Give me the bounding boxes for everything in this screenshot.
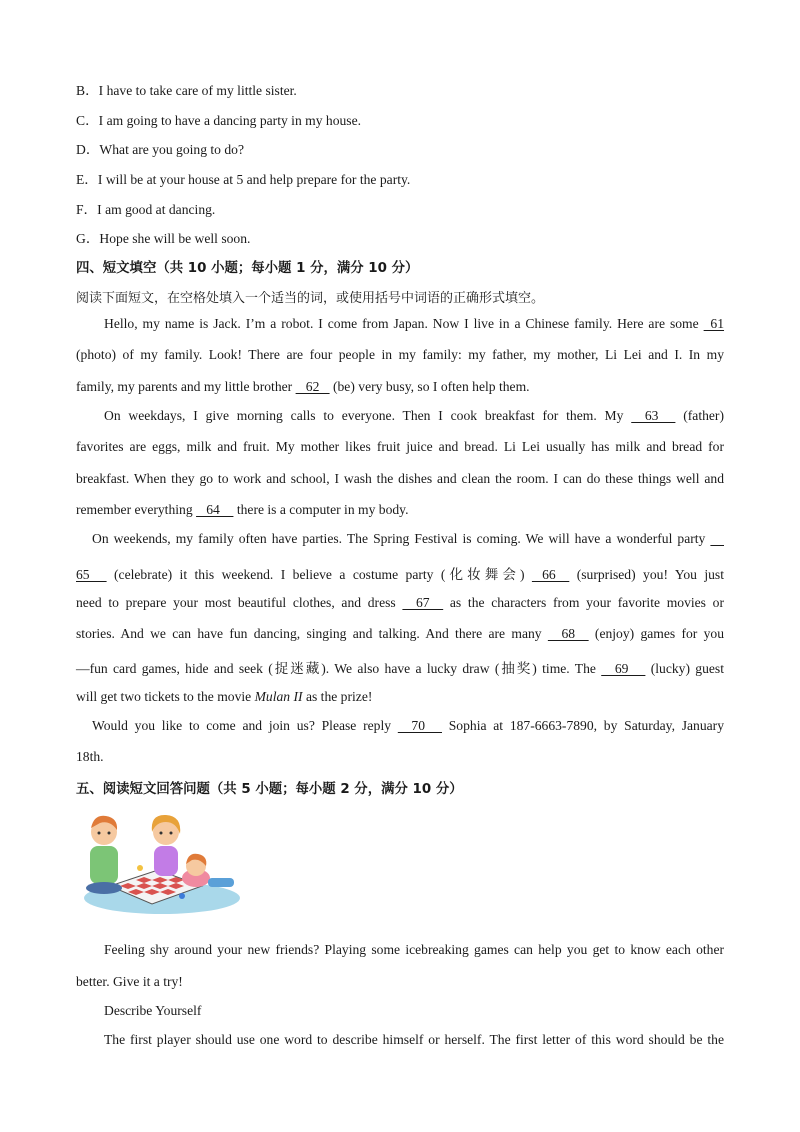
blank-61[interactable]: 61 xyxy=(703,316,725,331)
p1-line3: family, my parents and my little brother 62 (be) very busy, so I often help them. xyxy=(76,379,530,394)
option-b: B．I have to take care of my little sister. xyxy=(76,83,297,98)
s5-p1-line2: better. Give it a try! xyxy=(76,974,183,989)
blank-67[interactable]: 67 xyxy=(402,595,444,610)
blank-65[interactable]: 65 xyxy=(76,567,107,582)
option-f: F．I am good at dancing. xyxy=(76,202,216,217)
children-playing-illustration xyxy=(80,806,240,916)
p1-line1: Hello, my name is Jack. I’m a robot. I come from Japan. Now I live in a Chinese family. Here are some 61 xyxy=(104,316,725,331)
s5-p1-line1: Feeling shy around your new friends? Playing some icebreaking games can help you get to know each other xyxy=(104,942,724,957)
p4-line1: Would you like to come and join us? Please reply 70 Sophia at 187-6663-7890, by Saturday, January xyxy=(92,718,725,733)
blank-69[interactable]: 69 xyxy=(601,661,646,676)
p3-line6: will get two tickets to the movie Mulan II as the prize! xyxy=(76,689,373,704)
p3-line2: 65 (celebrate) it this weekend. I believe a costume party (化妆舞会) 66 (surprised) you! You just xyxy=(76,567,725,582)
section4-instruction: 阅读下面短文，在空格处填入一个适当的词，或使用括号中词语的正确形式填空。 xyxy=(76,291,545,306)
p2-line3: breakfast. When they go to work and school, I wash the dishes and clean the room. I can do these things well and xyxy=(76,471,724,486)
blank-66[interactable]: 66 xyxy=(531,567,570,582)
p4-line2: 18th. xyxy=(76,749,104,764)
p3-line4: stories. And we can have fun dancing, singing and talking. And there are many 68 (enjoy) games for you xyxy=(76,626,724,641)
option-g: G．Hope she will be well soon. xyxy=(76,231,251,246)
s5-subtitle: Describe Yourself xyxy=(104,1003,202,1018)
option-d: D．What are you going to do? xyxy=(76,142,244,157)
p2-line4: remember everything 64 there is a computer in my body. xyxy=(76,502,409,517)
p3-line3: need to prepare your most beautiful clothes, and dress 67 as the characters from your favorite movies or xyxy=(76,595,724,610)
movie-title: Mulan II xyxy=(254,689,303,704)
p2-line1: On weekdays, I give morning calls to everyone. Then I cook breakfast for them. My 63 (father) xyxy=(104,408,724,423)
p2-line2: favorites are eggs, milk and fruit. My mother likes fruit juice and bread. Li Lei usually has milk and bread for xyxy=(76,439,724,454)
p3-line5: —fun card games, hide and seek (捉迷藏). We also have a lucky draw (抽奖) time. The 69 (lucky) guest xyxy=(76,661,724,676)
section5-heading: 五、阅读短文回答问题（共 5 小题；每小题 2 分，满分 10 分） xyxy=(76,782,463,797)
p3-line1: On weekends, my family often have parties. The Spring Festival is coming. We will have a wonderful party xyxy=(92,531,724,547)
p1-line2: (photo) of my family. Look! There are four people in my family: my father, my mother, Li Lei and I. In my xyxy=(76,347,724,362)
blank-64[interactable]: 64 xyxy=(196,502,234,517)
blank-62[interactable]: 62 xyxy=(295,379,330,394)
blank-65-start[interactable] xyxy=(710,531,724,547)
blank-70[interactable]: 70 xyxy=(397,718,442,733)
section4-heading: 四、短文填空（共 10 小题；每小题 1 分，满分 10 分） xyxy=(76,261,419,276)
blank-68[interactable]: 68 xyxy=(547,626,589,641)
option-e: E．I will be at your house at 5 and help prepare for the party. xyxy=(76,172,411,187)
s5-p2-line1: The first player should use one word to describe himself or herself. The first letter of this word should be the xyxy=(104,1032,724,1047)
option-c: C．I am going to have a dancing party in my house. xyxy=(76,113,362,128)
blank-63[interactable]: 63 xyxy=(631,408,676,423)
